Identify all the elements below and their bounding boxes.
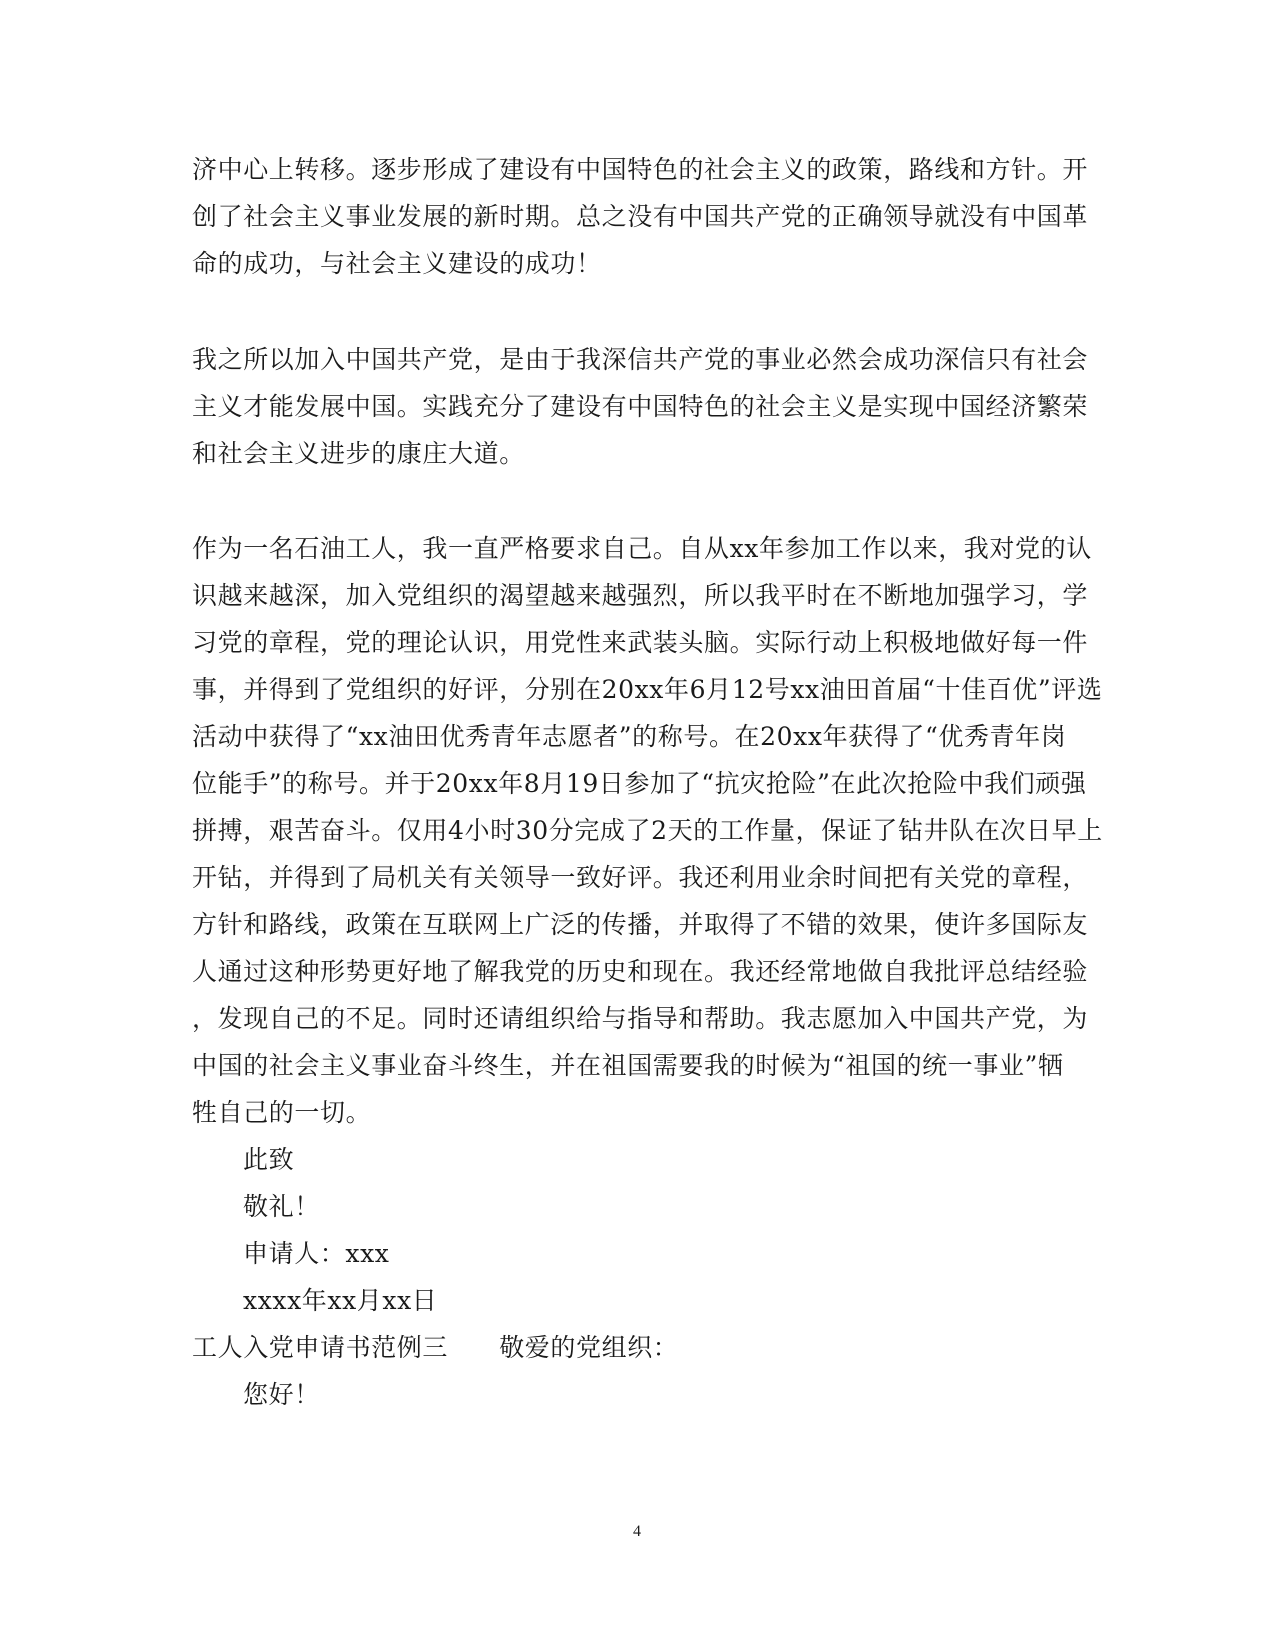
paragraph-3-line-3: 习党的章程，党的理论认识，用党性来武装头脑。实际行动上积极地做好每一件 <box>192 628 1089 657</box>
paragraph-3-line-9: 方针和路线，政策在互联网上广泛的传播，并取得了不错的效果，使许多国际友 <box>192 910 1089 939</box>
paragraph-3-line-6: 位能手”的称号。并于20xx年8月19日参加了“抗灾抢险”在此次抢险中我们顽强 <box>192 769 1087 798</box>
paragraph-3-line-2: 识越来越深，加入党组织的渴望越来越强烈，所以我平时在不断地加强学习，学 <box>192 581 1089 610</box>
paragraph-3-line-1: 作为一名石油工人，我一直严格要求自己。自从xx年参加工作以来，我对党的认 <box>192 534 1092 563</box>
paragraph-3-line-12: 中国的社会主义事业奋斗终生，并在祖国需要我的时候为“祖国的统一事业”牺 <box>192 1051 1064 1080</box>
closing-applicant: 申请人：xxx <box>243 1239 390 1268</box>
paragraph-2-line-2: 主义才能发展中国。实践充分了建设有中国特色的社会主义是实现中国经济繁荣 <box>192 392 1089 421</box>
paragraph-1-line-3: 命的成功，与社会主义建设的成功！ <box>192 249 602 278</box>
paragraph-3-line-8: 开钻，并得到了局机关有关领导一致好评。我还利用业余时间把有关党的章程， <box>192 863 1089 892</box>
page-number: 4 <box>633 1523 641 1540</box>
paragraph-2-line-3: 和社会主义进步的康庄大道。 <box>192 439 525 468</box>
next-section-greeting: 您好！ <box>243 1380 320 1409</box>
paragraph-1-line-2: 创了社会主义事业发展的新时期。总之没有中国共产党的正确领导就没有中国革 <box>192 202 1089 231</box>
paragraph-2-line-1: 我之所以加入中国共产党，是由于我深信共产党的事业必然会成功深信只有社会 <box>192 345 1089 374</box>
closing-date: xxxx年xx月xx日 <box>243 1286 438 1315</box>
closing-respect: 敬礼！ <box>243 1192 320 1221</box>
next-section-title: 工人入党申请书范例三 敬爱的党组织： <box>192 1333 679 1362</box>
paragraph-1-line-1: 济中心上转移。逐步形成了建设有中国特色的社会主义的政策，路线和方针。开 <box>192 155 1089 184</box>
paragraph-3-line-11: ，发现自己的不足。同时还请组织给与指导和帮助。我志愿加入中国共产党，为 <box>192 1004 1089 1033</box>
paragraph-3-line-5: 活动中获得了“xx油田优秀青年志愿者”的称号。在20xx年获得了“优秀青年岗 <box>192 722 1067 751</box>
paragraph-3-line-4: 事，并得到了党组织的好评，分别在20xx年6月12号xx油田首届“十佳百优”评选 <box>192 675 1103 704</box>
paragraph-3-line-7: 拼搏，艰苦奋斗。仅用4小时30分完成了2天的工作量，保证了钻井队在次日早上 <box>192 816 1103 845</box>
paragraph-3-line-10: 人通过这种形势更好地了解我党的历史和现在。我还经常地做自我批评总结经验 <box>192 957 1089 986</box>
paragraph-3-line-13: 牲自己的一切。 <box>192 1098 372 1127</box>
closing-salute: 此致 <box>243 1145 295 1174</box>
